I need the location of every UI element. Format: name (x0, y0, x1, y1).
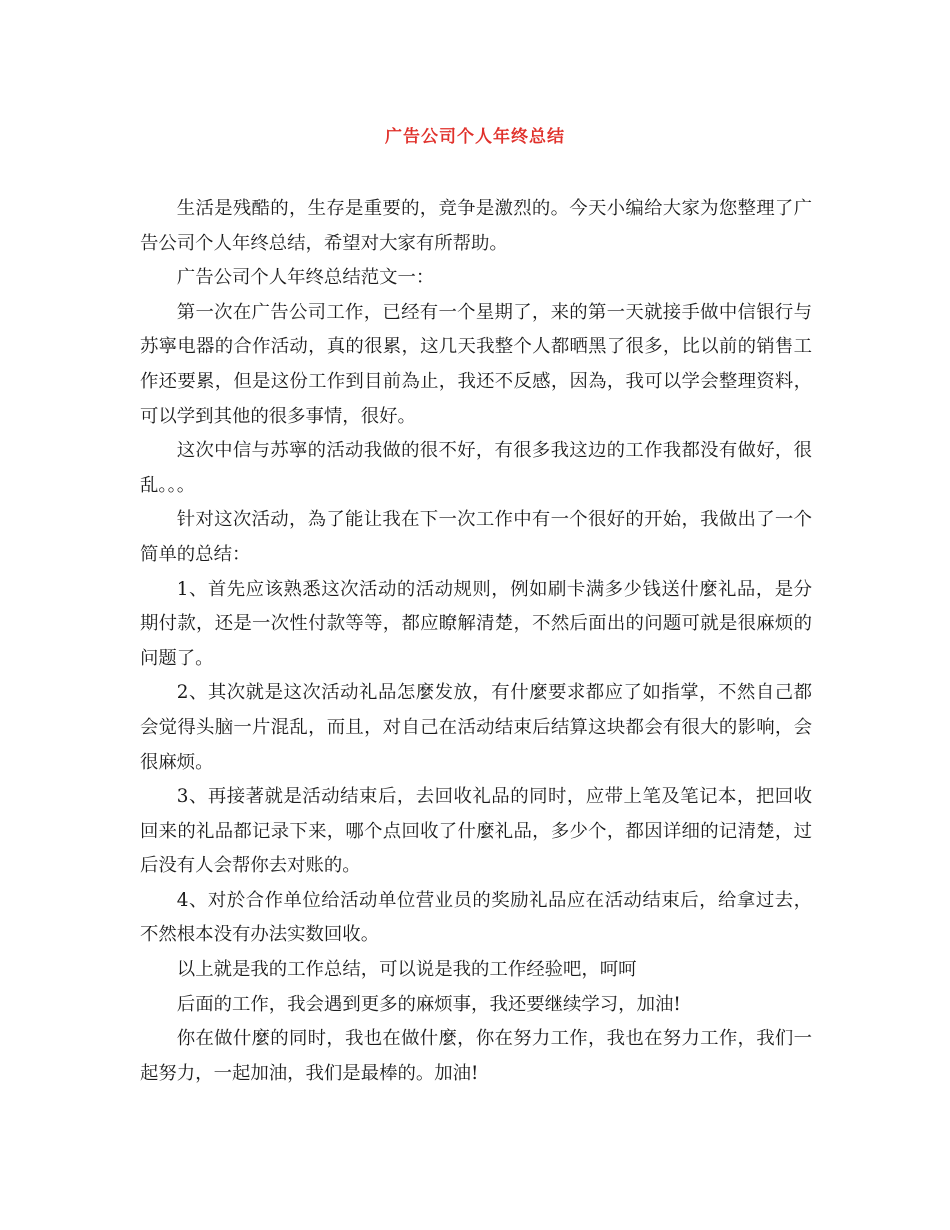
paragraph-conclusion: 以上就是我的工作总结，可以说是我的工作经验吧，呵呵 (176, 959, 637, 981)
paragraph-point-4: 4、对於合作单位给活动单位营业员的奖励礼品应在活动结束后，给拿过去，不然根本没有办法实数回收。 (140, 889, 812, 946)
paragraph-encouragement: 你在做什麼的同时，我也在做什麼，你在努力工作，我也在努力工作，我们一起努力，一起加油，我们是最棒的。加油! (140, 1028, 812, 1084)
paragraph-summary-lead: 针对这次活动，為了能让我在下一次工作中有一个很好的开始，我做出了一个简单的总结： (140, 509, 812, 565)
paragraph-point-3: 3、再接著就是活动结束后，去回收礼品的同时，应带上笔及笔记本，把回收回来的礼品都记录下来，哪个点回收了什麼礼品，多少个，都因详细的记清楚，过后没有人会帮你去对账的。 (140, 786, 812, 877)
paragraph-first-week: 第一次在广告公司工作，已经有一个星期了，来的第一天就接手做中信银行与苏寧电器的合作活动，真的很累，这几天我整个人都晒黑了很多，比以前的销售工作还要累，但是这份工作到目前為止，我还不反感，因為，我可以学会整理资料，可以学到其他的很多事情，很好。 (140, 301, 812, 427)
paragraph-intro: 生活是残酷的，生存是重要的，竞争是激烈的。今天小编给大家为您整理了广告公司个人年终总结，希望对大家有所帮助。 (140, 198, 812, 254)
document-body (140, 192, 812, 1091)
paragraph-future-work: 后面的工作，我会遇到更多的麻烦事，我还要继续学习，加油! (176, 993, 681, 1015)
document-title: 广告公司个人年终总结 (385, 127, 565, 147)
paragraph-point-1: 1、首先应该熟悉这次活动的活动规则，例如刷卡满多少钱送什麼礼品，是分期付款，还是一次性付款等等，都应瞭解清楚，不然后面出的问题可就是很麻烦的问题了。 (140, 578, 812, 669)
paragraph-point-2: 2、其次就是这次活动礼品怎麼发放，有什麼要求都应了如指掌，不然自己都会觉得头脑一片混乱，而且，对自己在活动结束后结算这块都会有很大的影响，会很麻烦。 (140, 682, 812, 773)
paragraph-sample-heading: 广告公司个人年终总结范文一： (176, 267, 435, 289)
paragraph-activity-review: 这次中信与苏寧的活动我做的很不好，有很多我这边的工作我都没有做好，很乱。。。 (140, 440, 812, 496)
